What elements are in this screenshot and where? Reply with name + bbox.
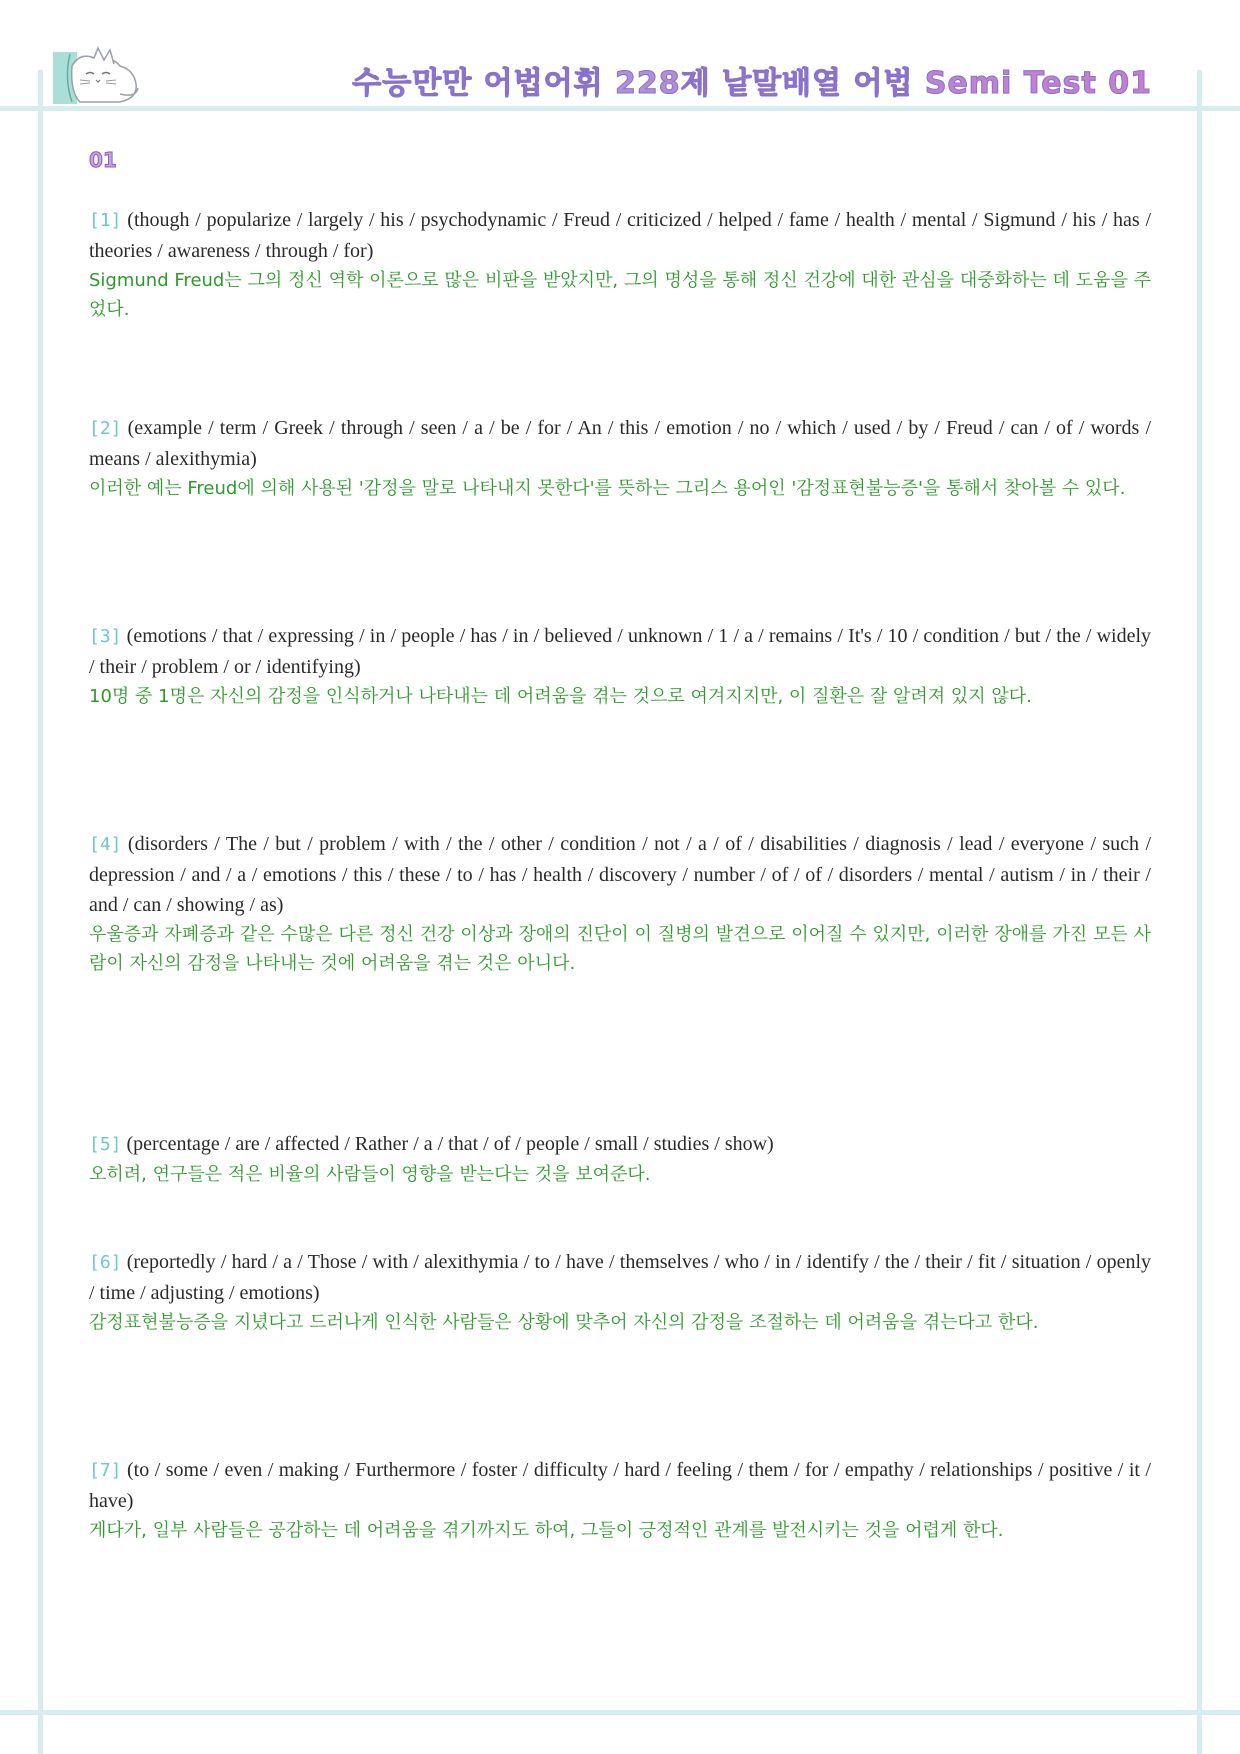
scrambled-words: (reportedly / hard / a / Those / with / alexithymia / to / have / themselves / who / in / identify / the / their / fit / situation / openly / time / adjusting / emotions) (89, 1251, 1152, 1304)
item-number: [1] (89, 210, 122, 231)
item-number: [6] (89, 1252, 122, 1273)
word-scramble (89, 1129, 1151, 1160)
exercise-item-5 (89, 1129, 1151, 1189)
korean-translation: 게다가, 일부 사람들은 공감하는 데 어려움을 겪기까지도 하여, 그들이 긍정적인 관계를 발전시키는 것을 어렵게 한다. (89, 1520, 1004, 1541)
exercise-item-3 (89, 621, 1151, 711)
korean-translation: 이러한 예는 Freud에 의해 사용된 '감정을 말로 나타내지 못한다'를 뜻하는 그리스 용어인 '감정표현불능증'을 통해서 찾아볼 수 있다. (89, 478, 1126, 499)
item-number: [4] (89, 834, 122, 855)
scrambled-words: (percentage / are / affected / Rather / a / that / of / people / small / studies / show) (126, 1133, 774, 1155)
frame-top-line (0, 106, 1240, 111)
scrambled-words: (emotions / that / expressing / in / people / has / in / believed / unknown / 1 / a / remains / It's / 10 / condition / but / the / widely / their / problem / or / identifying) (89, 625, 1151, 678)
scrambled-words: (example / term / Greek / through / seen / a / be / for / An / this / emotion / no / which / used / by / Freud / can / of / words / means / alexithymia) (89, 417, 1151, 470)
scrambled-words: (to / some / even / making / Furthermore / foster / difficulty / hard / feeling / them / for / empathy / relationships / positive / it / have) (89, 1459, 1151, 1512)
word-scramble (89, 1455, 1151, 1516)
korean-translation: 10명 중 1명은 자신의 감정을 인식하거나 나타내는 데 어려움을 겪는 것으로 여겨지지만, 이 질환은 잘 알려져 있지 않다. (89, 686, 1032, 707)
exercise-item-4 (89, 829, 1151, 978)
word-scramble (89, 621, 1151, 682)
frame-left-line (38, 70, 43, 1754)
item-number: [2] (89, 418, 122, 439)
word-scramble (89, 205, 1151, 266)
exercise-item-2 (89, 413, 1151, 503)
korean-translation: 우울증과 자폐증과 같은 수많은 다른 정신 건강 이상과 장애의 진단이 이 질병의 발견으로 이어질 수 있지만, 이러한 장애를 가진 모든 사람이 자신의 감정을 나타내는 것에 어려움을 겪는 것은 아니다. (89, 924, 1151, 974)
exercise-item-1 (89, 205, 1151, 324)
exercise-item-7 (89, 1455, 1151, 1545)
item-number: [7] (89, 1460, 122, 1481)
item-number: [5] (89, 1134, 122, 1155)
scrambled-words: (though / popularize / largely / his / psychodynamic / Freud / criticized / helped / fame / health / mental / Sigmund / his / has / theories / awareness / through / for) (89, 209, 1152, 262)
scrambled-words: (disorders / The / but / problem / with / the / other / condition / not / a / of / disabilities / diagnosis / lead / everyone / such / depression / and / a / emotions / this / these / to / has / health / discovery / number / of / of / disorders / mental / autism / in / their / and / can / showing / as) (89, 833, 1151, 916)
section-number: 01 (89, 148, 117, 172)
cat-mascot-icon (50, 44, 145, 106)
exercise-item-6 (89, 1247, 1151, 1337)
frame-bottom-line (0, 1710, 1240, 1715)
frame-right-line (1197, 70, 1202, 1754)
korean-translation: 감정표현불능증을 지녔다고 드러나게 인식한 사람들은 상황에 맞추어 자신의 감정을 조절하는 데 어려움을 겪는다고 한다. (89, 1312, 1039, 1333)
page-title: 수능만만 어법어휘 228제 낱말배열 어법 Semi Test 01 (352, 58, 1152, 102)
word-scramble (89, 413, 1151, 474)
item-number: [3] (89, 626, 122, 647)
korean-translation: Sigmund Freud는 그의 정신 역학 이론으로 많은 비판을 받았지만, 그의 명성을 통해 정신 건강에 대한 관심을 대중화하는 데 도움을 주었다. (89, 270, 1151, 320)
word-scramble (89, 829, 1151, 920)
word-scramble (89, 1247, 1151, 1308)
korean-translation: 오히려, 연구들은 적은 비율의 사람들이 영향을 받는다는 것을 보여준다. (89, 1164, 651, 1185)
